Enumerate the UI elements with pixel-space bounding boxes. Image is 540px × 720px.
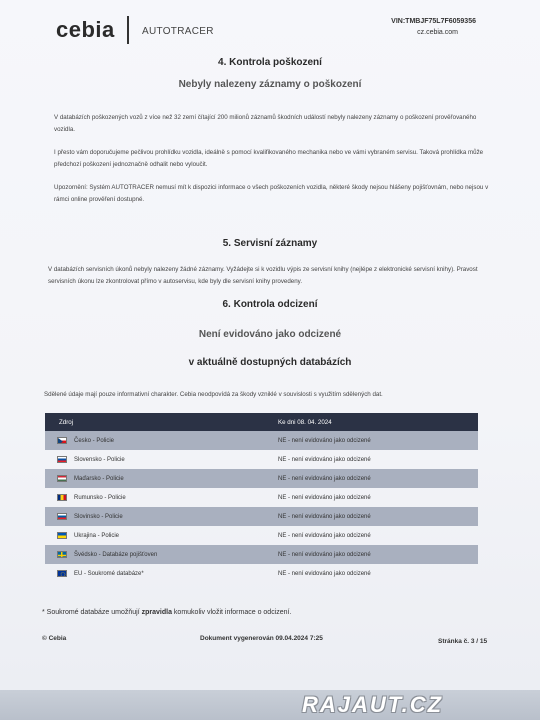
column-header-date: Ke dni 08. 04. 2024 [278,418,332,426]
flag-czech-icon [57,437,67,444]
watermark: RAJAUT.CZ [302,692,444,717]
footer-copyright: © Cebia [42,635,67,642]
section-5-paragraph: V databázích servisních úkonů nebyly nalezeny žádné záznamy. Vyžádejte si k vozidlu výpis ze servisní knihy (nejlépe z elektronické servisní knihy). Pravost servisních úkonu lze zkontrolovat přímo v autoservisu, kde byly dle servisní knihy provedeny. [48,266,478,285]
section-6-disclaimer: Sdělené údaje mají pouze informativní charakter. Cebia neodpovídá za škody vzniklé v souvislosti s využitím sdělených dat. [44,391,383,398]
report-header [56,14,476,46]
table-header [45,413,478,431]
footer-page-number: Stránka č. 3 / 15 [438,638,488,645]
footer-generated-date: Dokument vygenerován 09.04.2024 7:25 [200,635,323,642]
source-name: Ukrajina - Policie [74,532,120,539]
source-name: Rumunsko - Policie [74,494,126,501]
source-name: Česko - Policie [74,437,115,444]
theft-status: NE - není evidováno jako odcizené [278,551,371,558]
table-row [45,507,478,526]
theft-status-scope: v aktuálně dostupných databázích [188,357,352,368]
source-name: EU - Soukromé databáze* [74,570,144,577]
flag-romania-icon [57,494,67,501]
source-name: Slovensko - Policie [74,456,125,463]
section-4-paragraph-3: Upozornění: Systém AUTOTRACER nemusí mít k dispozici informace o všech poškozeních vozidla, některé škody nejsou hlášeny pojišťovnám, nebo nejsou v rámci online prověření dostupné. [54,184,489,203]
cebia-logo: cebia [56,17,115,42]
flag-ukraine-icon [57,532,67,539]
theft-status: NE - není evidováno jako odcizené [278,532,371,539]
theft-status: NE - není evidováno jako odcizené [278,570,371,577]
theft-check-table [45,413,478,583]
section-5-title: 5. Servisní záznamy [222,238,318,249]
footnote: * Soukromé databáze umožňují zpravidla komukoliv vložit informace o odcizení. [42,609,292,616]
section-6-title: 6. Kontrola odcizení [222,299,318,310]
source-name: Slovinsko - Policie [74,513,123,520]
theft-status-heading: Není evidováno jako odcizené [198,329,342,340]
source-name: Maďarsko - Policie [74,475,124,482]
theft-status: NE - není evidováno jako odcizené [278,475,371,482]
flag-sweden-icon [57,551,67,558]
table-row [45,431,478,450]
table-row [45,469,478,488]
column-header-source: Zdroj [59,418,74,426]
table-row [45,488,478,507]
theft-status: NE - není evidováno jako odcizené [278,437,371,444]
flag-slovakia-icon [57,456,67,463]
flag-slovenia-icon [57,513,67,520]
table-row [45,526,478,545]
section-4-title: 4. Kontrola poškození [218,57,322,68]
table-row [45,450,478,469]
product-name: AUTOTRACER [142,26,214,37]
section-4-paragraph-2: I přesto vám doporučujeme pečlivou prohlídku vozidla, ideálně s pomocí kvalifikovaného mechanika nebo ve vámi vybraném servisu. Taková prohlídka může předchozí poškození jednoznačně odhalit nebo vyloučit. [54,149,484,168]
source-name: Švédsko - Databáze pojišťoven [74,551,158,558]
theft-status: NE - není evidováno jako odcizené [278,513,371,520]
table-row [45,564,478,583]
website-link[interactable]: cz.cebia.com [417,29,458,36]
section-4-subtitle: Nebyly nalezeny záznamy o poškození [178,79,362,90]
background-surface [0,690,540,720]
theft-status: NE - není evidováno jako odcizené [278,494,371,501]
table-row [45,545,478,564]
vin-number: VIN:TMBJF75L7F6059356 [391,18,476,25]
section-4-paragraph-1: V databázích poškozených vozů z více než 32 zemí čítající 200 milionů záznamů škodních událostí nebyly nalezeny záznamy o poškození prověřovaného vozidla. [54,114,477,133]
theft-status: NE - není evidováno jako odcizené [278,456,371,463]
flag-hungary-icon [57,475,67,482]
flag-eu-icon [57,570,67,577]
logo-divider [127,16,129,44]
